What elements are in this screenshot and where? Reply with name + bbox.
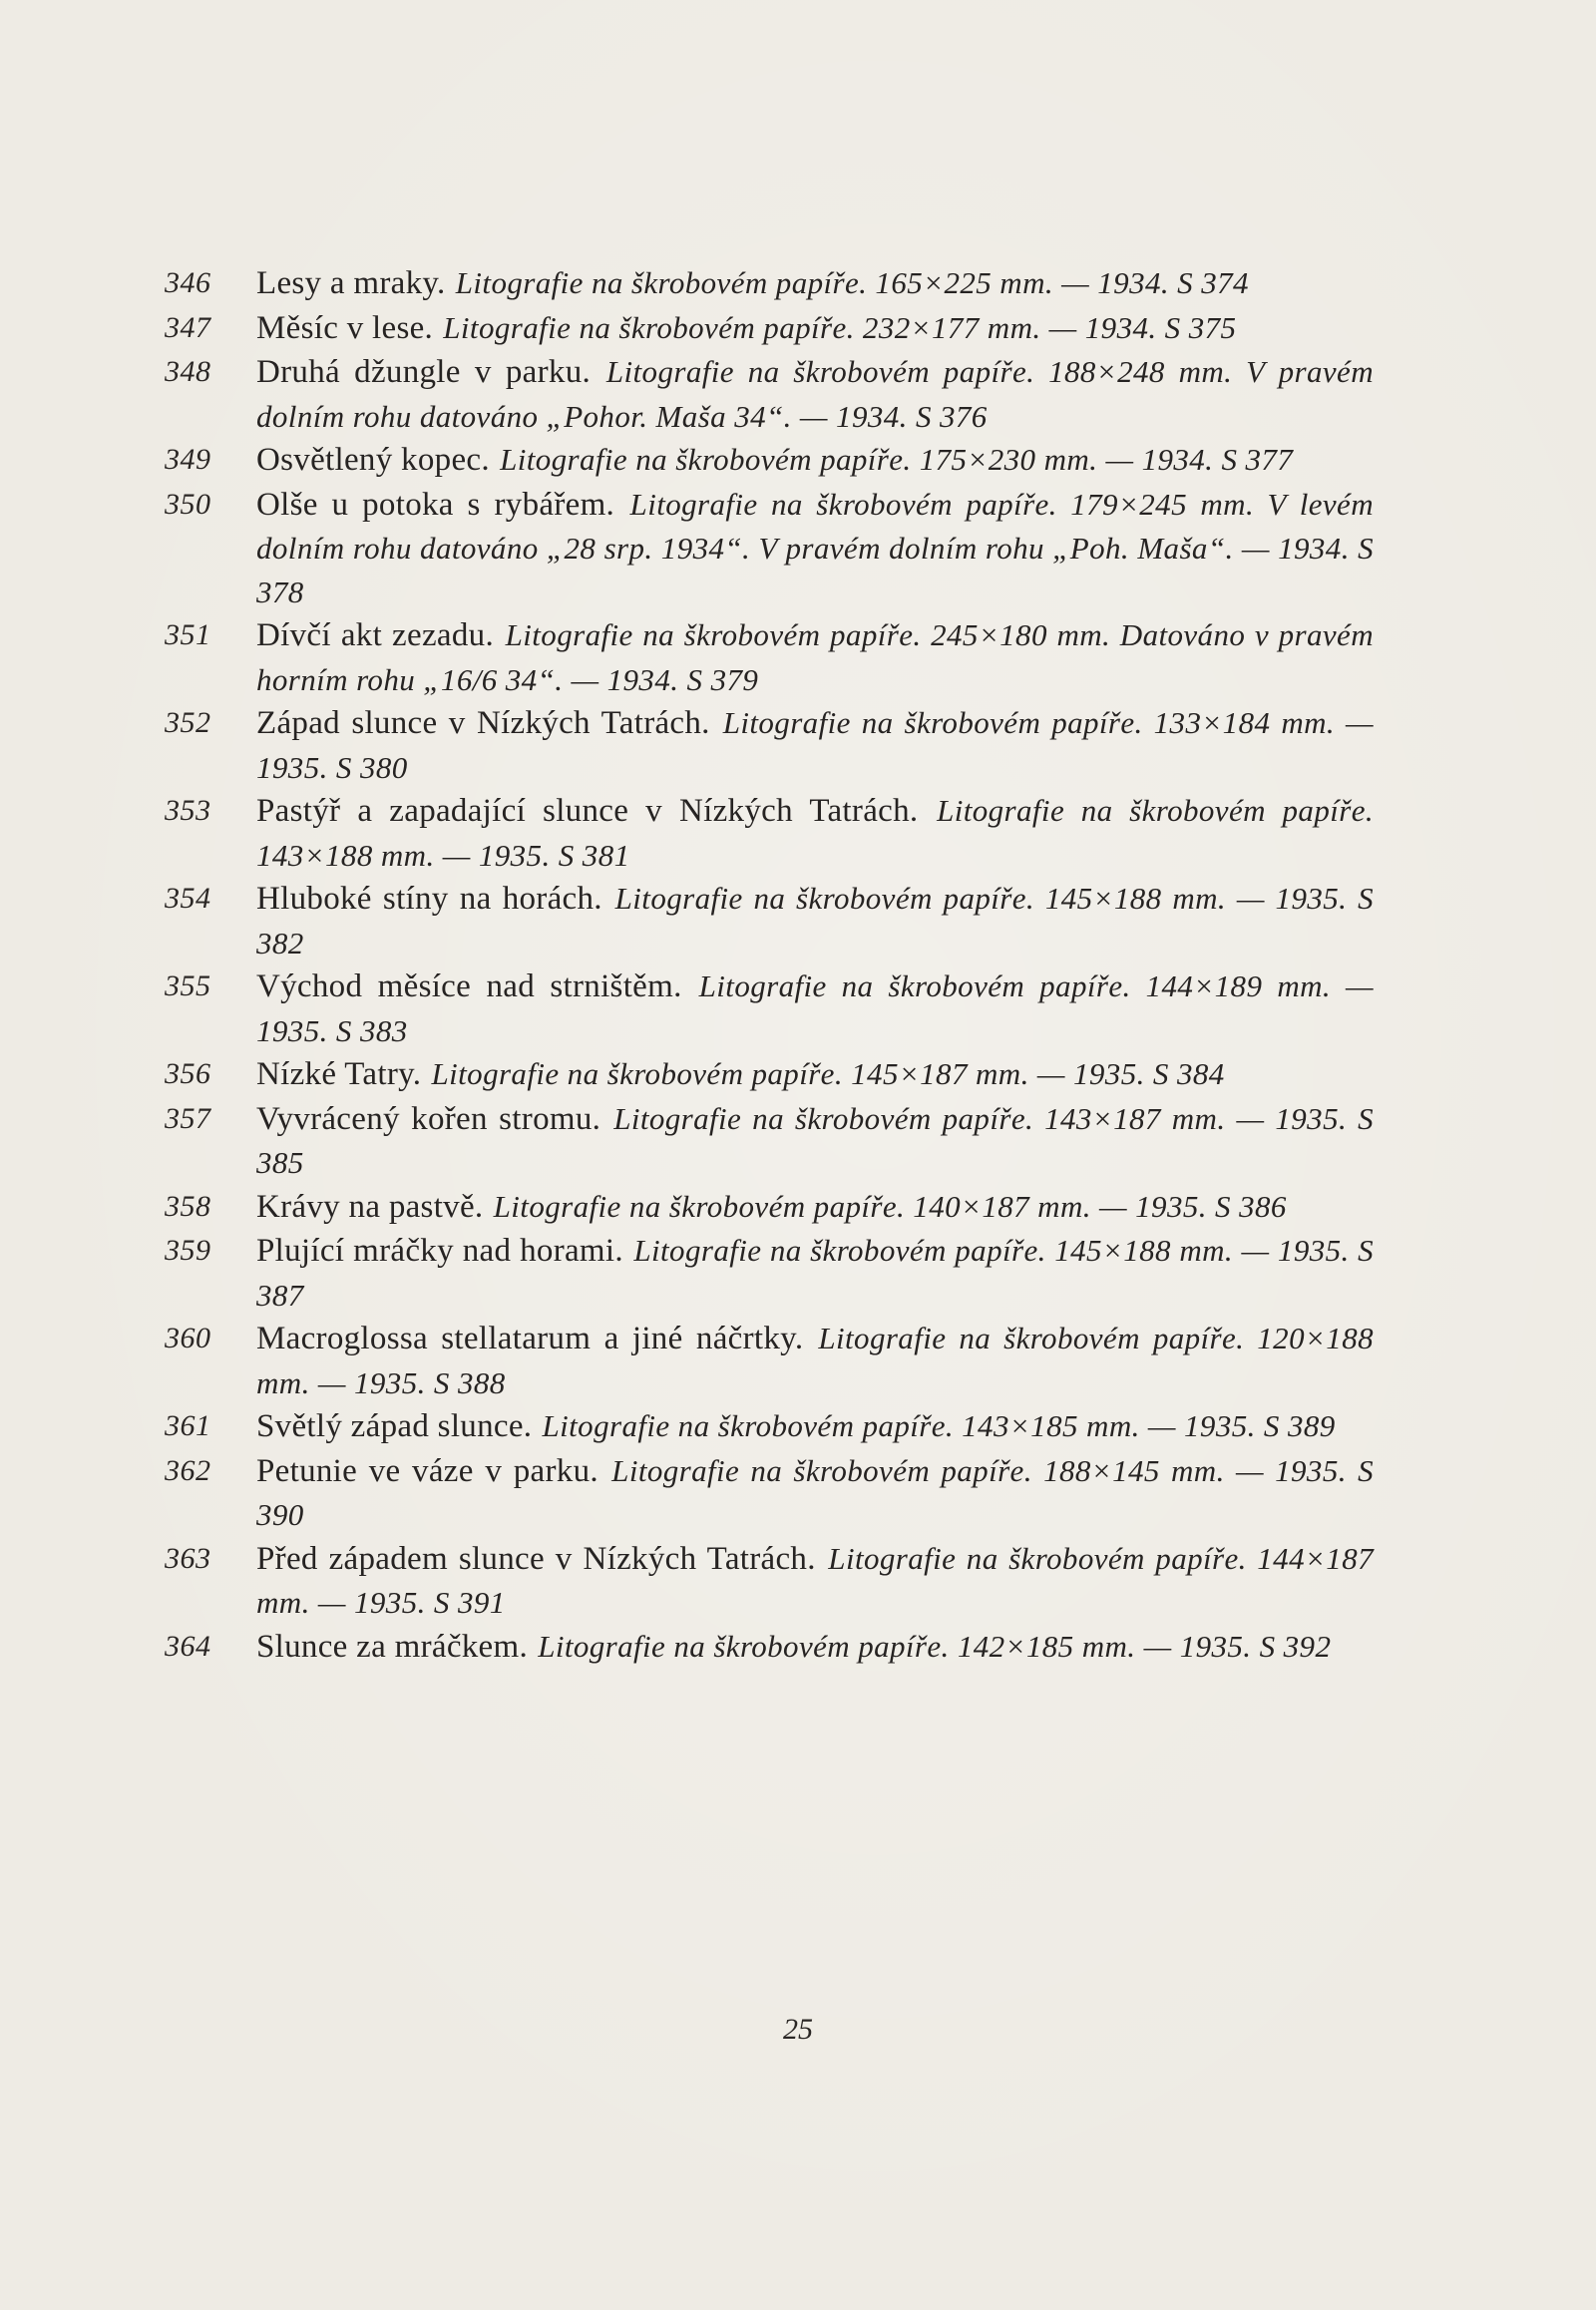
entry-number: 352 [165,706,211,739]
entry-body [256,613,1374,701]
entry-number: 356 [165,1057,211,1090]
entry-title: Světlý západ slunce. [256,1408,533,1444]
entry-title: Před západem slunce v Nízkých Tatrách. [256,1540,816,1577]
entry-title: Krávy na pastvě. [256,1188,484,1225]
catalog-entry [165,964,1374,1052]
entry-body [256,483,1374,614]
entry-description: Litografie na škrobovém papíře. 232×177 mm. — 1934. S 375 [443,309,1237,345]
entry-description: Litografie na škrobovém papíře. 145×188 mm. — 1935. S 382 [256,881,1374,961]
catalog-entry [165,1185,1374,1230]
entry-body [256,438,1374,483]
catalog-entry [165,1229,1374,1317]
entry-number: 364 [165,1629,211,1663]
entry-body [256,789,1374,877]
entry-description: Litografie na škrobovém papíře. 188×248 mm. V pravém dolním rohu datováno „Pohor. Maša 34“. — 1934. S 376 [256,354,1375,434]
entry-description: Litografie na škrobovém papíře. 133×184 mm. — 1935. S 380 [256,705,1374,785]
entry-number: 361 [165,1409,211,1442]
entry-title: Olše u potoka s rybářem. [256,486,615,523]
catalog-entry [165,306,1374,351]
entry-number: 363 [165,1541,211,1575]
catalog-entry [165,613,1374,701]
entry-description: Litografie na škrobovém papíře. 165×225 mm. — 1934. S 374 [455,265,1249,300]
entry-description: Litografie na škrobovém papíře. 144×187 mm. — 1935. S 391 [256,1540,1374,1620]
entry-body [256,1449,1374,1537]
entry-title: Hluboké stíny na horách. [256,881,602,917]
entry-title: Osvětlený kopec. [256,442,490,478]
entry-description: Litografie na škrobovém papíře. 144×189 mm. — 1935. S 383 [256,968,1375,1048]
entry-title: Plující mráčky nad horami. [256,1233,623,1269]
catalog-entry [165,1625,1374,1670]
entry-title: Slunce za mráčkem. [256,1628,529,1665]
entry-body [256,877,1374,964]
entry-body [256,1229,1374,1317]
catalog-entry [165,1052,1374,1097]
catalog-entry [165,1317,1374,1404]
entry-description: Litografie na škrobovém papíře. 145×188 mm. — 1935. S 387 [256,1233,1375,1313]
entry-title: Nízké Tatry. [256,1056,422,1092]
catalog-entry [165,701,1374,789]
entry-description: Litografie na škrobovém papíře. 179×245 mm. V levém dolním rohu datováno „28 srp. 1934“. V pravém dolním rohu „Poh. Maša“. — 1934. S 378 [256,486,1374,609]
catalog-entry [165,1404,1374,1449]
entry-number: 349 [165,443,211,476]
catalog-entry [165,877,1374,964]
entry-body [256,1052,1374,1097]
entry-body [256,261,1374,306]
catalog-entry [165,483,1374,614]
entry-number: 347 [165,310,211,344]
entry-number: 346 [165,266,211,299]
entry-title: Petunie ve váze v parku. [256,1452,598,1489]
entry-number: 355 [165,969,211,1002]
entry-number: 359 [165,1234,211,1267]
entry-title: Východ měsíce nad strništěm. [256,968,682,1004]
entry-description: Litografie na škrobovém papíře. 145×187 mm. — 1935. S 384 [431,1056,1225,1091]
catalog-entry [165,1537,1374,1625]
catalog-entry [165,261,1374,306]
entry-title: Měsíc v lese. [256,309,434,346]
entry-body [256,1537,1374,1625]
entry-body [256,1185,1374,1230]
catalog-entry [165,789,1374,877]
entry-description: Litografie na škrobovém papíře. 188×145 mm. — 1935. S 390 [256,1452,1374,1532]
entry-description: Litografie na škrobovém papíře. 120×188 mm. — 1935. S 388 [256,1321,1374,1400]
entry-description: Litografie na škrobovém papíře. 175×230 mm. — 1934. S 377 [500,442,1294,477]
catalog-entry [165,1097,1374,1185]
entry-description: Litografie na škrobovém papíře. 142×185 mm. — 1935. S 392 [538,1628,1332,1664]
entry-body [256,701,1374,789]
entry-title: Macroglossa stellatarum a jiné náčrtky. [256,1321,804,1356]
page-number: 25 [783,2013,813,2046]
catalog-entry [165,438,1374,483]
entry-number: 350 [165,487,211,521]
entry-description: Litografie na škrobovém papíře. 143×185 mm. — 1935. S 389 [542,1408,1336,1443]
entry-number: 351 [165,618,211,651]
entry-description: Litografie na škrobovém papíře. 143×187 mm. — 1935. S 385 [256,1100,1374,1180]
entry-number: 362 [165,1453,211,1487]
entry-number: 348 [165,355,211,388]
entry-title: Druhá džungle v parku. [256,354,592,390]
entry-number: 357 [165,1101,211,1135]
catalog-entry [165,1449,1374,1537]
entry-body [256,964,1374,1052]
entry-title: Vyvrácený kořen stromu. [256,1100,601,1137]
entry-body [256,1317,1374,1404]
entry-description: Litografie na škrobovém papíře. 140×187 mm. — 1935. S 386 [493,1188,1287,1224]
entry-number: 360 [165,1322,211,1354]
catalog-entry [165,350,1374,438]
entry-body [256,1625,1374,1670]
catalog-list [165,261,1374,1669]
entry-number: 353 [165,794,211,827]
entry-description: Litografie na škrobovém papíře. 143×188 mm. — 1935. S 381 [256,793,1375,873]
entry-body [256,350,1374,438]
entry-body [256,1404,1374,1449]
entry-title: Západ slunce v Nízkých Tatrách. [256,705,710,741]
entry-number: 354 [165,882,211,915]
entry-title: Pastýř a zapadající slunce v Nízkých Tatrách. [256,793,919,829]
entry-body [256,306,1374,351]
entry-title: Dívčí akt zezadu. [256,617,494,653]
entry-title: Lesy a mraky. [256,265,446,301]
entry-number: 358 [165,1189,211,1223]
entry-body [256,1097,1374,1185]
entry-description: Litografie na škrobovém papíře. 245×180 mm. Datováno v pravém horním rohu „16/6 34“. — 1934. S 379 [256,617,1374,697]
